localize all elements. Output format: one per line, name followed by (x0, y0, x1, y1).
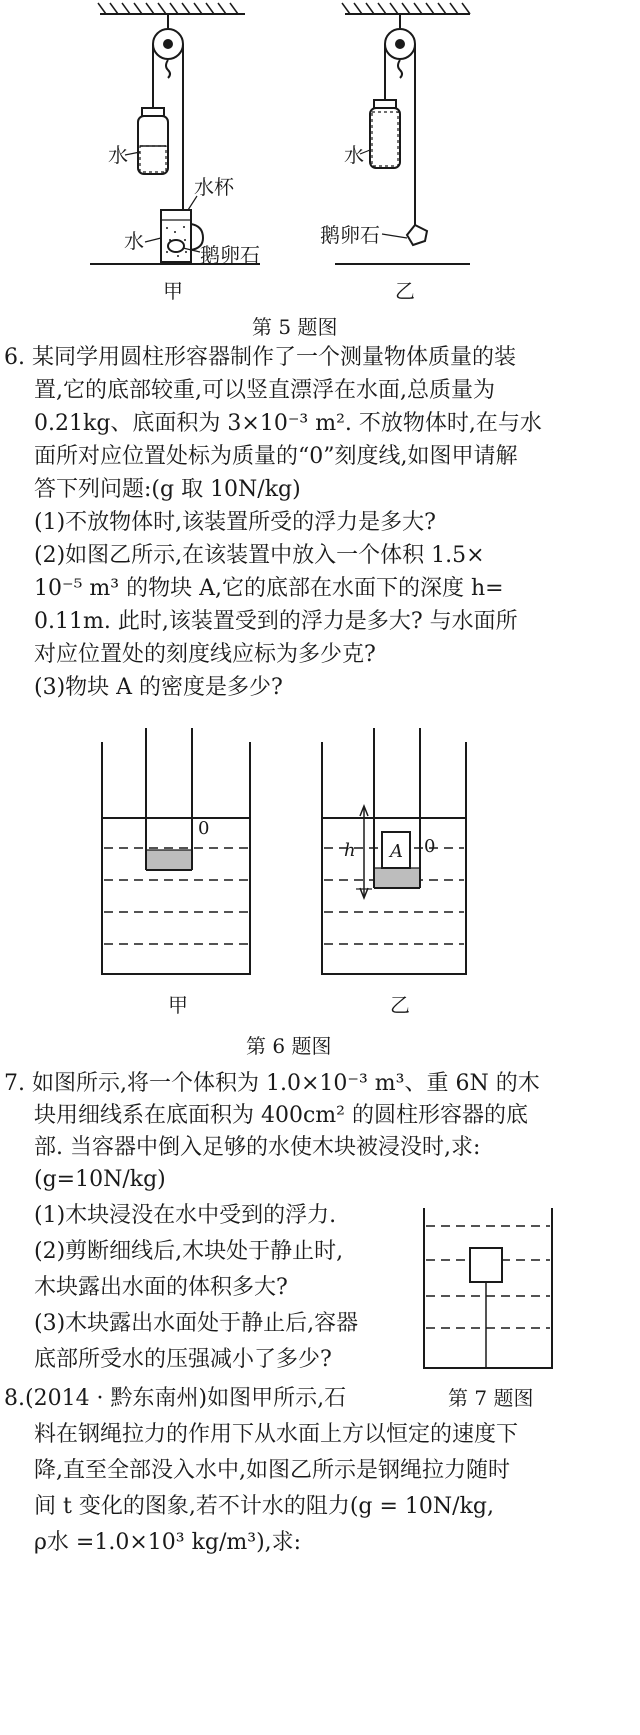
q7-line-6: (2)剪断细线后,木块处于静止时, (34, 1239, 344, 1264)
q6-line-10: 对应位置处的刻度线应标为多少克? (34, 642, 376, 667)
q7-line-2: 块用细线系在底面积为 400cm² 的圆柱形容器的底 (34, 1103, 528, 1128)
q7-line-1: 7. 如图所示,将一个体积为 1.0×10⁻³ m³、重 6N 的木 (4, 1071, 540, 1096)
q6-line-4: 面所对应位置处标为质量的“0”刻度线,如图甲请解 (34, 444, 518, 469)
fig5-cup-label: 水杯 (194, 175, 234, 199)
fig6-left-zero-mark: 0 (198, 818, 210, 839)
q6-line-6: (1)不放物体时,该装置所受的浮力是多大? (34, 510, 436, 535)
fig5-right-stone-label: 鹅卵石 (320, 223, 380, 247)
q6-line-11: (3)物块 A 的密度是多少? (34, 675, 283, 700)
q6-line-3: 0.21kg、底面积为 3×10⁻³ m². 不放物体时,在与水 (34, 411, 542, 436)
fig5-water-in-cup-label: 水 (124, 229, 144, 253)
q7-line-9: 底部所受水的压强减小了多少? (34, 1347, 332, 1372)
q7-line-8: (3)木块露出水面处于静止后,容器 (34, 1311, 359, 1336)
q8-line-3: 降,直至全部没入水中,如图乙所示是钢绳拉力随时 (34, 1458, 510, 1483)
q7-line-7: 木块露出水面的体积多大? (34, 1275, 288, 1300)
figure-6 (0, 720, 640, 1030)
fig6-depth-label: h (344, 840, 356, 861)
q6-line-8: 10⁻⁵ m³ 的物块 A,它的底部在水面下的深度 h= (34, 576, 504, 601)
q7-line-4: (g=10N/kg) (34, 1167, 166, 1192)
fig5-left-water-bottle-label: 水 (108, 143, 128, 167)
q7-line-5: (1)木块浸没在水中受到的浮力. (34, 1203, 337, 1228)
fig6-left-name: 甲 (168, 993, 188, 1017)
fig6-right-name: 乙 (390, 993, 410, 1017)
q8-line-4: 间 t 变化的图象,若不计水的阻力(g = 10N/kg, (34, 1494, 494, 1519)
q6-line-5: 答下列问题:(g 取 10N/kg) (34, 477, 301, 502)
fig7-caption: 第 7 题图 (448, 1386, 534, 1410)
q8-line-5: ρ水 =1.0×10³ kg/m³),求: (34, 1530, 302, 1555)
q6-line-2: 置,它的底部较重,可以竖直漂浮在水面,总质量为 (34, 378, 495, 403)
figure-7 (412, 1200, 562, 1376)
fig6-caption: 第 6 题图 (246, 1034, 332, 1058)
fig5-right-water-bottle-label: 水 (344, 143, 364, 167)
q8-line-1: 8.(2014 · 黔东南州)如图甲所示,石 (4, 1386, 347, 1411)
q6-line-7: (2)如图乙所示,在该装置中放入一个体积 1.5× (34, 543, 485, 568)
q8-line-2: 料在钢绳拉力的作用下从水面上方以恒定的速度下 (34, 1422, 519, 1447)
fig6-block-label: A (390, 841, 403, 862)
fig5-caption: 第 5 题图 (252, 315, 338, 339)
fig5-left-stone-label: 鹅卵石 (200, 243, 260, 267)
figure-5 (0, 0, 640, 340)
figure-5-left-apparatus (90, 3, 260, 264)
fig6-right-zero-mark: 0 (424, 836, 436, 857)
q7-line-3: 部. 当容器中倒入足够的水使木块被浸没时,求: (34, 1135, 481, 1160)
q6-line-1: 6. 某同学用圆柱形容器制作了一个测量物体质量的装 (4, 345, 516, 370)
figure-6-left-beaker (102, 728, 250, 974)
fig5-left-name: 甲 (163, 279, 183, 303)
q6-line-9: 0.11m. 此时,该装置受到的浮力是多大? 与水面所 (34, 609, 518, 634)
fig5-right-name: 乙 (395, 279, 415, 303)
